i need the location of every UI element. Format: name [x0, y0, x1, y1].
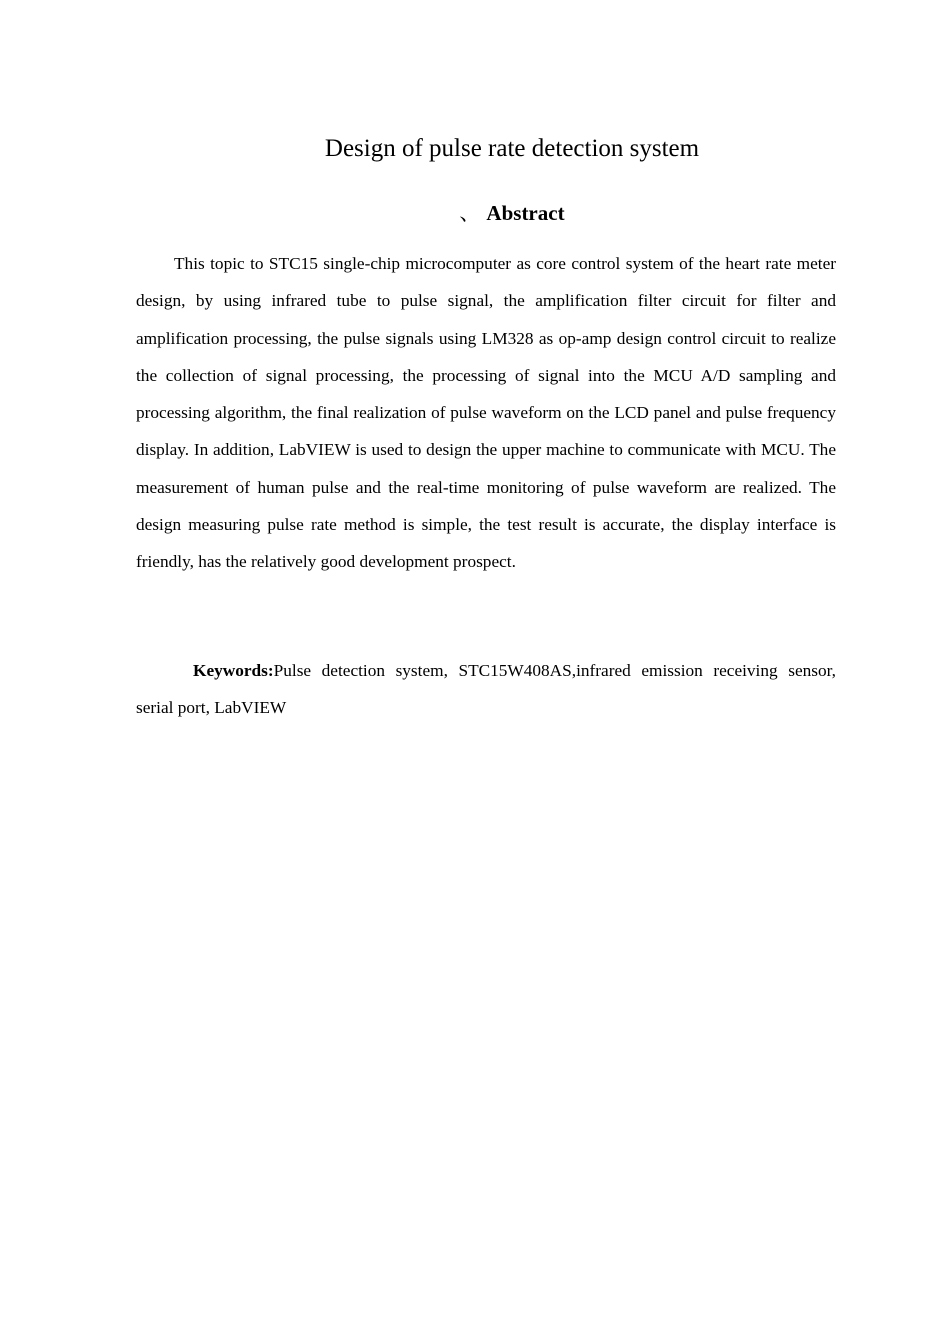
keywords-paragraph	[136, 652, 836, 727]
document-title: Design of pulse rate detection system	[324, 135, 700, 162]
abstract-heading	[136, 199, 888, 227]
abstract-body: This topic to STC15 single-chip microcomputer as core control system of the heart rate meter design, by using infrared tube to pulse signal, the amplification filter circuit for filter and amplification processing, the pulse signals using LM328 as op-amp design control circuit to realize the collection of signal processing, the processing of signal into the MCU A/D sampling and processing algorithm, the final realization of pulse waveform on the LCD panel and pulse frequency display. In addition, LabVIEW is used to design the upper machine to communicate with MCU. The measurement of human pulse and the real-time monitoring of pulse waveform are realized. The design measuring pulse rate method is simple, the test result is accurate, the display interface is friendly, has the relatively good development prospect.	[136, 254, 836, 572]
abstract-heading-text: Abstract	[486, 201, 565, 225]
heading-mark: 、	[459, 201, 481, 225]
keywords-text: Pulse detection system, STC15W408AS,infrared emission receiving sensor, serial port, LabVIEW	[136, 661, 836, 718]
keywords-label: Keywords:	[193, 661, 274, 680]
